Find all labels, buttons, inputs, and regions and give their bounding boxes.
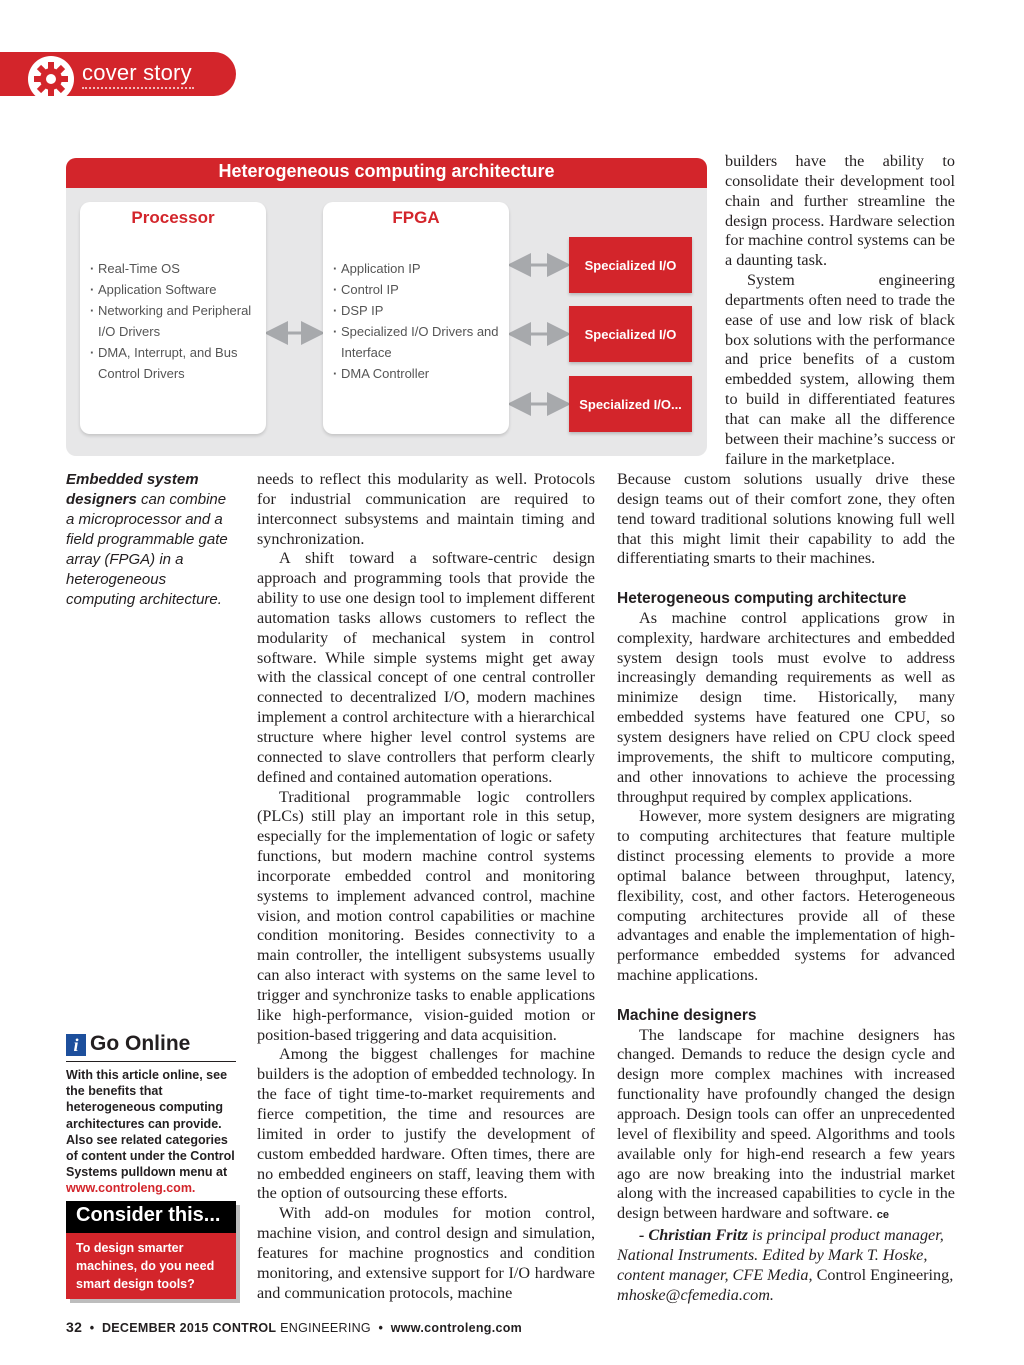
go-online-text: [66, 1067, 238, 1197]
banner-divider: [82, 87, 194, 89]
author-byline: [617, 1226, 955, 1305]
fpga-title: FPGA: [392, 208, 440, 227]
paragraph: [617, 1026, 955, 1226]
processor-list: [90, 258, 262, 384]
paragraph: needs to reflect this modularity as well. Protocols for industrial communication are required to interconnect subsystems and maintain timing and synchronization.: [257, 470, 595, 548]
gear-icon: [26, 54, 76, 104]
list-item: · Application IP: [333, 258, 505, 279]
list-item: · DMA Controller: [333, 363, 505, 384]
list-item: · Networking and Peripheral I/O Drivers: [90, 300, 262, 342]
paragraph: A shift toward a software-centric design approach and programming tools that provide the ability to use one design tool to implement different automation tasks allows customers to reflect the modularity of mechanical system in control software. While simple systems might get away with the classical concept of one central controller connected to decentralized I/O, modern machines implement a control architecture with a hierarchical structure where higher level control systems are connected to slave controllers that perform clearly defined and contained automation operations.: [257, 549, 595, 786]
paragraph-text: The landscape for machine designers has changed. Demands to reduce the design cycle and design more complex machines with increased functionality have profoundly changed the design approach. Design tools can offer an unprecedented level of flexibility and speed. Algorithms and tools available only for high-end research a few years ago are now breaking into the industrial market along with the increased capabilities to cycle in the design between hardware and software.: [617, 1025, 955, 1223]
go-online-body: With this article online, see the benefits that heterogeneous computing architectures can provide. Also see related categories of content under the Control Systems pulldown menu at: [66, 1068, 235, 1180]
paragraph: With add-on modules for motion control, machine vision, and control design and simulation, features for machine prognostics and condition monitoring, and extensive support for I/O hardware and communication protocols, machine: [257, 1204, 595, 1302]
page-footer: [66, 1319, 522, 1335]
info-icon: i: [66, 1034, 86, 1056]
website-link[interactable]: www.controleng.com.: [66, 1181, 196, 1196]
article-column-right-top: [725, 152, 955, 470]
footer-separator: •: [89, 1321, 95, 1335]
paragraph: System engineering departments often need to trade the ease of use and low risk of black box solutions with the performance and price benefits of a custom embedded system, allowing them to build in differentiated features that can make all the difference between their machine’s success or failure in the marketplace.: [725, 271, 955, 468]
diagram-title: Heterogeneous computing architecture: [218, 161, 555, 181]
byline-text: is principal product manager, National Instruments. Edited by Mark T. Hoske, content manager, CFE Media,: [617, 1226, 944, 1284]
specialized-io-box-3: Specialized I/O...: [569, 376, 692, 432]
article-column-right: [617, 470, 955, 1305]
list-item: · DMA, Interrupt, and Bus Control Drivers: [90, 342, 262, 384]
article-column-middle: [257, 470, 595, 1303]
fpga-list: [333, 258, 505, 384]
specialized-io-box-1: Specialized I/O: [569, 237, 692, 293]
architecture-diagram: [66, 158, 707, 456]
paragraph: Among the biggest challenges for machine builders is the adoption of embedded technology. In the face of tight time-to-market requirements and fierce competition, the time and resources are limited in order to justify the development of custom embedded hardware. Often times, there are no embedded engineers on staff, leaving them with the option of outsourcing these efforts.: [257, 1045, 595, 1203]
consider-this-box: [66, 1201, 236, 1299]
consider-question: To design smarter machines, do you need smart design tools?: [76, 1241, 215, 1291]
list-item: · Specialized I/O Drivers and Interface: [333, 321, 505, 363]
paragraph: Traditional programmable logic controllers (PLCs) still play an important role in this setup, especially for the implementation of logic or safety functions, but modern machine control systems incorporate embedded control and monitoring systems to implement advanced control, machine vision, and motion control capabilities or machine condition monitoring. Besides connectivity to a main controller, the intelligent subsystems usually can also interact with systems on the same level to trigger and synchronize tasks to enable applications like high-performance, vision-guided motion or position-based triggering and data acquisition.: [257, 787, 595, 1044]
specialized-io-box-2: Specialized I/O: [569, 306, 692, 362]
paragraph: Because custom solutions usually drive these design teams out of their comfort zone, they often tend toward traditional solutions knowing full well that this might limit their capability to add the differentiating smarts to their machines.: [617, 470, 955, 568]
page-number: 32: [66, 1319, 83, 1335]
go-online-title: Go Online: [90, 1032, 191, 1055]
caption-lead: Embedded system designers: [66, 471, 199, 508]
section-heading: Heterogeneous computing architecture: [617, 590, 907, 608]
caption-text: can combine a microprocessor and a field programmable gate array (FPGA) in a heterogeneous computing architecture.: [66, 491, 228, 608]
list-item: · DSP IP: [333, 300, 505, 321]
magazine-name-rest: ENGINEERING: [276, 1321, 371, 1335]
list-item: · Control IP: [333, 279, 505, 300]
magazine-name-part: CONTROL: [212, 1321, 277, 1335]
paragraph: However, more system designers are migrating to computing architectures that feature multiple distinct processing elements to provide a more optimal balance between throughput, latency, flexibility, cost, and other factors. Heterogeneous computing architectures provide all of these advantages and enable the implementation of high-performance embedded systems for advanced machine applications.: [617, 807, 955, 985]
go-online-header: [66, 1033, 236, 1062]
list-item: · Real-Time OS: [90, 258, 262, 279]
byline-email: , mhoske@cfemedia.com.: [617, 1265, 954, 1304]
fpga-box: [323, 202, 509, 434]
footer-url[interactable]: www.controleng.com: [390, 1321, 523, 1335]
figure-caption: [66, 470, 238, 610]
publication-name: Control Engineering: [816, 1265, 950, 1284]
paragraph: As machine control applications grow in complexity, hardware architectures and embedded system design tools must evolve to address increasingly demanding requirements as well as minimize design time. Historically, many embedded systems have featured one CPU, so system designers have relied on CPU clock speed improvements, the shift to multicore computing, and other innovations to achieve the processing throughput required by complex applications.: [617, 608, 955, 806]
paragraph: builders have the ability to consolidate their development tool chain and further streamline the design process. Hardware selection for machine control systems can be a daunting task.: [725, 152, 955, 270]
banner-label: cover story: [82, 60, 192, 85]
ce-end-mark: ce: [876, 1209, 890, 1222]
magazine-name: [212, 1321, 371, 1335]
author-name: - Christian Fritz: [639, 1226, 748, 1245]
consider-title: Consider this...: [76, 1204, 221, 1226]
footer-separator: •: [378, 1321, 384, 1335]
list-item: · Application Software: [90, 279, 262, 300]
processor-title: Processor: [131, 208, 215, 227]
issue-date: DECEMBER 2015: [101, 1321, 209, 1335]
section-heading: Machine designers: [617, 1006, 757, 1024]
processor-box: [80, 202, 266, 434]
